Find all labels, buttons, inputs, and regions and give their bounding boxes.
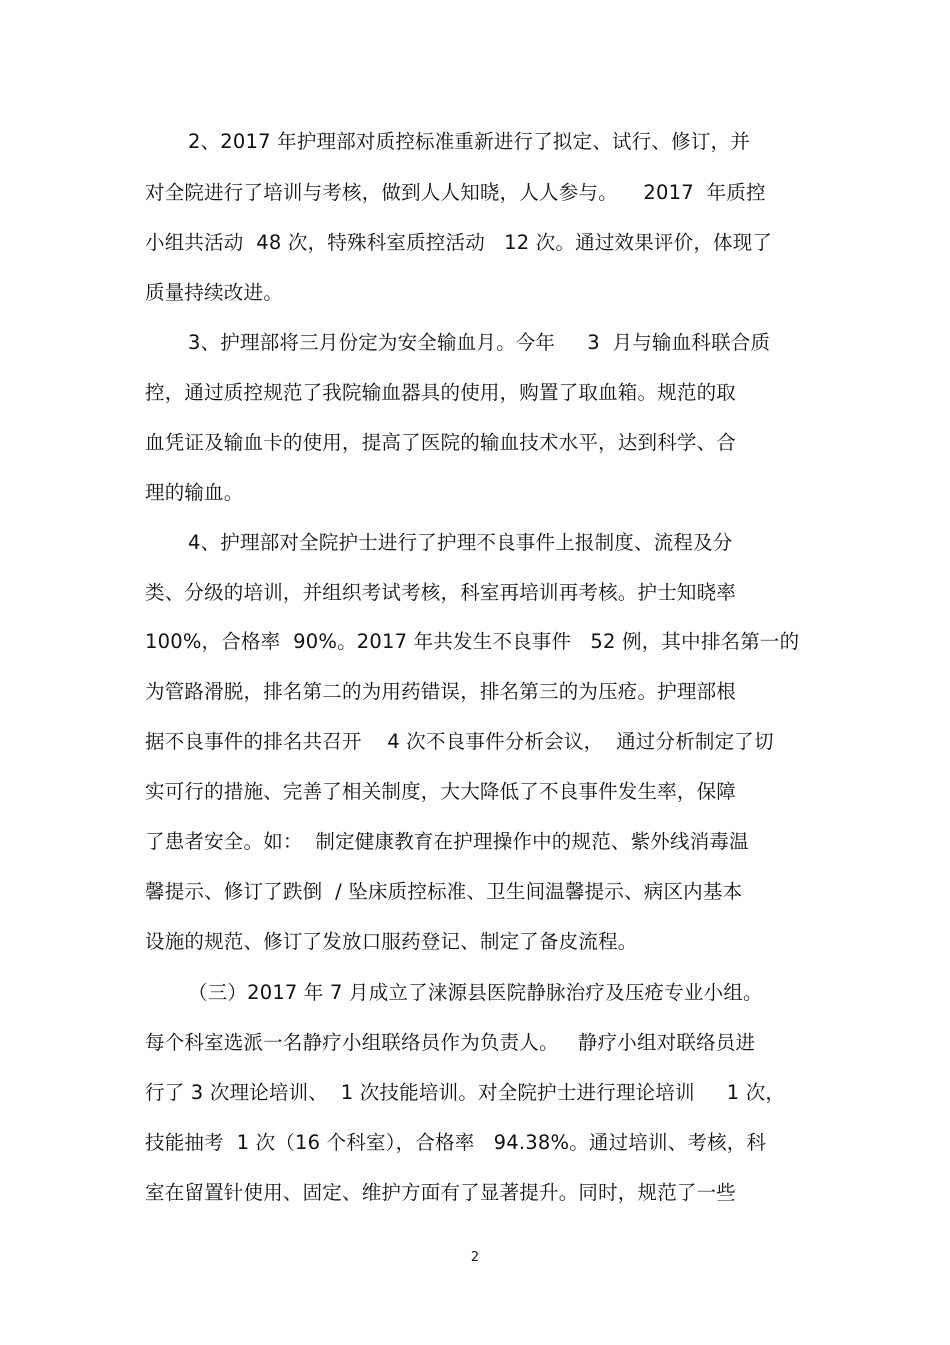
paragraph-line: 控，通过质控规范了我院输血器具的使用，购置了取血箱。规范的取 — [145, 381, 737, 404]
page-number: 2 — [470, 1250, 480, 1265]
paragraph-line: 2、2017 年护理部对质控标准重新进行了拟定、试行、修订，并 — [188, 130, 750, 153]
paragraph-line: 小组共活动 48 次，特殊科室质控活动 12 次。通过效果评价，体现了 — [145, 231, 773, 254]
paragraph-line: 实可行的措施、完善了相关制度，大大降低了不良事件发生率，保障 — [145, 780, 737, 803]
paragraph-line: 据不良事件的排名共召开 4 次不良事件分析会议， 通过分析制定了切 — [145, 730, 774, 753]
paragraph-line: 设施的规范、修订了发放口服药登记、制定了备皮流程。 — [145, 930, 638, 953]
paragraph-line: 馨提示、修订了跌倒 / 坠床质控标准、卫生间温馨提示、病区内基本 — [145, 880, 743, 903]
paragraph-line: 类、分级的培训，并组织考试考核，科室再培训再考核。护士知晓率 — [145, 581, 737, 604]
paragraph-line: 每个科室选派一名静疗小组联络员作为负责人。 静疗小组对联络员进 — [145, 1031, 756, 1054]
paragraph-line: 100%，合格率 90%。2017 年共发生不良事件 52 例，其中排名第一的 — [145, 630, 800, 653]
paragraph-line: 血凭证及输血卡的使用，提高了医院的输血技术水平，达到科学、合 — [145, 431, 737, 454]
paragraph-line: 质量持续改进。 — [145, 281, 283, 304]
paragraph-line: （三）2017 年 7 月成立了涞源县医院静脉治疗及压疮专业小组。 — [188, 981, 763, 1004]
paragraph-line: 4、护理部对全院护士进行了护理不良事件上报制度、流程及分 — [188, 531, 733, 554]
paragraph-line: 技能抽考 1 次（16 个科室），合格率 94.38%。通过培训、考核，科 — [145, 1131, 767, 1154]
paragraph-line: 室在留置针使用、固定、维护方面有了显著提升。同时，规范了一些 — [145, 1181, 737, 1204]
paragraph-line: 理的输血。 — [145, 481, 244, 504]
paragraph-line: 3、护理部将三月份定为安全输血月。今年 3 月与输血科联合质 — [188, 331, 771, 354]
paragraph-line: 了患者安全。如： 制定健康教育在护理操作中的规范、紫外线消毒温 — [145, 830, 749, 853]
paragraph-line: 对全院进行了培训与考核，做到人人知晓，人人参与。 2017 年质控 — [145, 181, 766, 204]
paragraph-line: 为管路滑脱，排名第二的为用药错误，排名第三的为压疮。护理部根 — [145, 680, 737, 703]
paragraph-line: 行了 3 次理论培训、 1 次技能培训。对全院护士进行理论培训 1 次， — [145, 1081, 786, 1104]
